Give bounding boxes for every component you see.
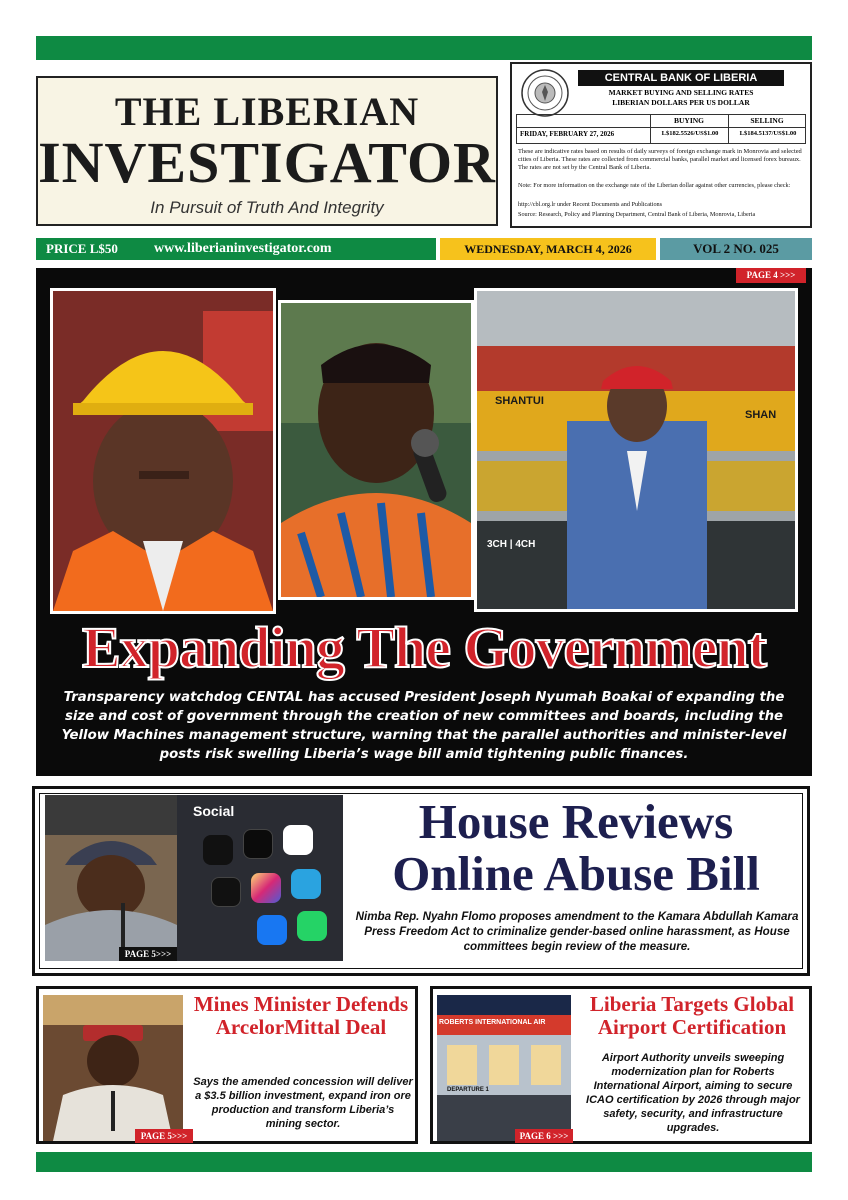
story2-page-ref[interactable]: PAGE 5>>> [119,947,177,961]
bottom-green-bar [36,1152,812,1172]
lead-headline[interactable]: Expanding The Government [82,615,766,680]
lead-photo-left [50,288,276,614]
story-online-abuse [32,786,810,976]
cbl-rates-box [510,62,812,228]
politician-illustration [45,795,177,961]
app-icon-telegram [291,869,321,899]
rates-date: FRIDAY, FEBRUARY 27, 2026 [520,130,615,138]
story4-page-ref[interactable]: PAGE 6 >>> [515,1129,573,1143]
hardhat-man-illustration [53,291,273,611]
rate-buying: L$182.5526/US$1.00 [661,130,719,137]
cbl-note-link[interactable]: http://cbl.org.lr under Recent Documents and Publications [518,201,663,208]
cbl-subtitle-2: LIBERIAN DOLLARS PER US DOLLAR [612,98,750,107]
col-buying-header: BUYING [673,116,704,125]
app-icon-whatsapp [297,911,327,941]
ship-hold-sign: 3CH | 4CH [487,539,536,550]
lead-summary: Transparency watchdog CENTAL has accused President Joseph Nyumah Boakai of expanding the size and cost of government through the creation of new committees and boards, including the Yellow Machines management structure, warning that the parallel authorities and minister-level posts risk swelling Liberia’s wage bill amid tightening public finances. [61,690,787,762]
info-bar-green [36,238,436,260]
app-icon-x [211,877,241,907]
airport-building-sign: ROBERTS INTERNATIONAL AIR [439,1019,546,1026]
info-bar-volume [660,238,812,260]
app-icon-threads [203,835,233,865]
story2-phone-photo [177,795,343,961]
cbl-title: CENTRAL BANK OF LIBERIA [578,70,784,86]
story2-headline-line2[interactable]: Online Abuse Bill [392,846,760,901]
volume-number: VOL 2 NO. 025 [693,241,779,256]
masthead-tagline: In Pursuit of Truth And Integrity [150,198,384,217]
cbl-note-indicative: These are indicative rates based on results of daily surveys of foreign exchange mark in Monrovia and selected cities of Liberia. These rates are collected from commercial banks, parallel market and licensed forex bureaux. The rates are not set by the Central Bank of Liberia. [518,148,802,171]
cbl-note-source: Source: Research, Policy and Planning Department, Central Bank of Liberia, Monrovia, Liberia [518,211,756,218]
rate-selling: L$184.5137/US$1.00 [739,130,797,137]
story-mines-minister [36,986,418,1144]
lead-photo-center [278,300,474,600]
lead-photo-right [474,288,798,612]
masthead-title-line2: INVESTIGATOR [38,130,496,195]
issue-date: WEDNESDAY, MARCH 4, 2026 [464,242,632,256]
machinery-illustration [477,291,795,609]
rates-col-divider-1 [650,115,651,143]
top-green-bar [36,36,812,60]
price-label: PRICE L$50 [46,241,118,256]
app-icon-facebook [257,915,287,945]
masthead [36,76,498,226]
story3-page-ref[interactable]: PAGE 5>>> [135,1129,193,1143]
story4-summary: Airport Authority unveils sweeping modernization plan for Roberts International Airport, aiming to secure ICAO certification by 2026 through major safety, security, and infrastructure upgrades. [586,1052,800,1134]
story2-headline-line1[interactable]: House Reviews [418,794,734,849]
story2-photo-politician [45,795,177,961]
story3-headline[interactable]: Mines Minister Defends ArcelorMittal Deal [193,992,409,1039]
cbl-seal-icon [520,68,570,118]
info-bar-date [440,238,656,260]
story3-summary: Says the amended concession will deliver a $3.5 billion investment, expand iron ore production and transform Liberia’s mining sector. [193,1076,413,1130]
microphone-man-illustration [281,303,471,597]
col-selling-header: SELLING [750,116,784,125]
rates-divider [517,127,805,128]
machine-sign-shantui: SHANTUI [495,395,544,407]
app-icon-instagram [251,873,281,903]
cbl-subtitle-1: MARKET BUYING AND SELLING RATES [608,88,754,97]
story-airport-certification [430,986,812,1144]
app-icon-tiktok [243,829,273,859]
lead-story [36,268,812,776]
masthead-title-line1: THE LIBERIAN [114,89,420,134]
rates-col-divider-2 [728,115,729,143]
app-icon-messenger [283,825,313,855]
story4-photo [437,995,571,1141]
cbl-note-more-info: Note: For more information on the exchange rate of the Liberian dollar against other currencies, please check: [518,182,791,189]
lead-page-ref[interactable]: PAGE 4 >>> [736,268,806,283]
airport-illustration [437,995,571,1141]
airport-gate-sign: DEPARTURE 1 [447,1087,489,1093]
story2-summary: Nimba Rep. Nyahn Flomo proposes amendment to the Kamara Abdullah Kamara Press Freedom Act to criminalize gender-based online harassment, as House committees begin review of the measure. [355,910,799,953]
story3-photo [43,995,183,1141]
machine-sign-shan: SHAN [745,409,777,421]
website-link[interactable]: www.liberianinvestigator.com [154,241,332,256]
minister-illustration [43,995,183,1141]
story4-headline[interactable]: Liberia Targets Global Airport Certification [589,992,795,1039]
phone-social-label: Social [193,803,235,819]
cbl-rates-table [516,114,806,144]
